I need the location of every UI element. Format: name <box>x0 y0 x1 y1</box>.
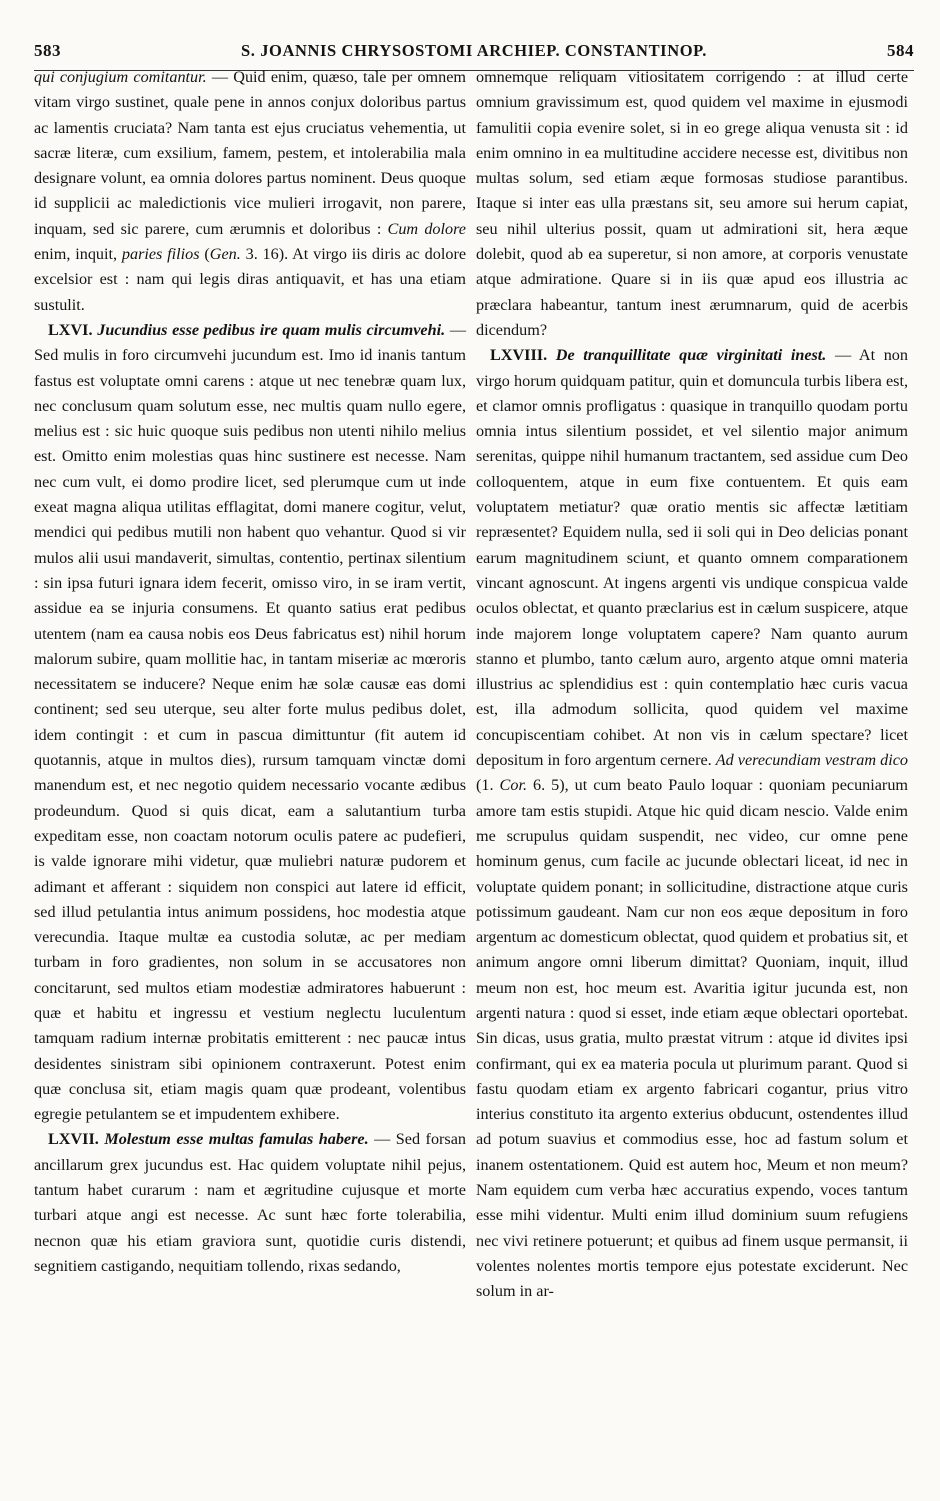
section-number: LXVI. <box>48 320 93 339</box>
section-lxvii: LXVII. Molestum esse multas famulas habere. — Sed forsan ancillarum grex jucundus est. Hac quidem voluptate nihil pejus, tantum habet curarum : nam et ægritudine cujusque et morte turbari atque angi est necesse. Ac sunt hæc forte tolerabilia, necnon quæ his etiam graviora sunt, quotidie curis distendi, segnitiem castigando, nequitiam tollendo, rixas sedando, <box>34 1130 467 1275</box>
paragraph: qui conjugium comitantur. — Quid enim, quæso, tale per omnem vitam virgo sustinet, quale pene in annos conjux doloribus partus ac lamentis cruciata? Nam tanta est ejus cruciatus vehementia, ut sacræ literæ, cum exsilium, famem, pestem, et intolerabilia mala designare volunt, ea omnia dolores partus nominent. Deus quoque id supplicii ac maledictionis vice mulieri irrogavit, non parere, inquam, sed sic parere, cum ærumnis et doloribus : Cum dolore enim, inquit, paries filios (Gen. 3. 16). At virgo iis diris ac dolore excelsior est : nam qui legis diras antiquavit, et has una etiam sustulit. <box>34 68 467 314</box>
section-number: LXVII. <box>48 1130 99 1149</box>
scripture-reference: Cor. <box>499 776 527 795</box>
running-header <box>34 36 914 66</box>
section-heading: Jucundius esse pedibus ire quam mulis circumvehi. <box>97 320 446 339</box>
section-lxvi: LXVI. Jucundius esse pedibus ire quam mulis circumvehi. — Sed mulis in foro circumvehi jucundum est. Imo id inanis tantum fastus est voluptate omni carens : atque ut nec tenebræ quam lux, nec conclusum quam solutum esse, nec multis quam nullo egere, melius est : sic huic quoque suis pedibus non utenti nihilo melius est. Omitto enim molestias quas hinc sustinere est necesse. Nam nec cum vult, ei domo prodire licet, sed plerumque cum ut inde exeat magna aliqua utilitas efflagitat, domi manere cogitur, velut, mendici qui pedibus mutili non habent quo vehantur. Quod si vir mulos alii usui mandaverit, simultas, contentio, pertinax silentium : sin ipsa futuri ignara idem fecerit, omisso viro, in se iram vertit, assidue ea se injuria consumens. Et quanto satius erat pedibus utentem (nam ea causa nobis eos Deus fabricatus est) nihil horum malorum subire, quam mollitie hac, in tantam miseriæ ac mœroris necessitatem se inducere? Neque enim hæ solæ causæ eas domi continent; sed seu uterque, seu alter forte mulus pedibus dolet, idem contingit : et cum in pascua dimittuntur (fit autem id quotannis, atque in multos dies), rursum tamquam vinctæ domi manendum est, et nec negotio quidem necessario vocante ædibus prodeundum. Quod si quis dicat, eam a salutantium turba expeditam esse, non coactam notorum oculis patere ac pudefieri, is valde ignorare mihi videtur, quæ muliebri naturæ pudorem et adimant et afferant : siquidem non conspici aut latere id efficit, sed illud petulantia intus animum possidens, hoc modestia atque verecundia. Itaque multæ ea custodia solutæ, ac per mediam turbam in foro gradientes, non solum in se accusatores non concitarunt, sed multos etiam modestiæ admiratores habuerunt : quæ et habitu et ingressu et vestium neglectu luculentum tamquam radium internæ probitatis emitterent : nec paucæ intus desidentes sinistram sibi opinionem contraxerunt. Potest enim quæ conclusa sit, etiam magis quam quæ prodeant, volentibus egregie petulantem se et impudentem exhibere. <box>34 320 467 1124</box>
page-number-right: 584 <box>887 41 914 60</box>
paragraph: omnemque reliquam vitiositatem corrigendo : at illud certe omnium gravissimum est, quod quidem vel maxime in ejusmodi famulitii copia evenire solet, si in eo grege aliqua venusta sit : id enim omnino in ea multitudine accidere necesse est, divitibus non multas solum, sed etiam æque formosas studiose parantibus. Itaque si inter eas ulla præstans sit, seu amore sui herum capiat, seu nihil ulterius possit, quam ut admirationi sit, hera æque dolebit, quod ab ea superetur, si non amore, at corporis venustate atque admiratione. Quare si in iis quæ apud eos illustria ac præclara habeantur, tantum inest ærumnarum, quid de acerbis dicendum? <box>476 68 908 339</box>
left-column <box>34 65 466 1279</box>
scripture-quote: Cum dolore <box>387 219 466 238</box>
section-lxviii: LXVIII. De tranquillitate quæ virginitati inest. — At non virgo horum quidquam patitur, quin et domuncula turbis libera est, et clamor omnis profligatus : quasique in tranquillo quodam portu omnia intus silentium possidet, et vel silentio major animum serenitas, quippe nihil humanum tractantem, sed assidue cum Deo colloquentem, atque in eum fixe contuentem. Et quis eam voluptatem metiatur? quæ oratio mentis sic affectæ lætitiam repræsentet? Equidem nulla, sed ii soli qui in Deo delicias ponant earum magnitudinem sciunt, et quanto omnem comparationem vincant agnoscunt. At ingens argenti vis undique conspicua valde oculos oblectat, et quanto præclarius est in cælum suspicere, atque inde majorem longe voluptatem capere? Nam quanto aurum stanno et plumbo, tanto cælum auro, argento atque omni materia illustrius ac splendidius est : quin contemplatio hæc curis vacua est, illa admodum sollicita, quod quidem vel maxime concupiscentiam cohibet. At non vis in cælum spectare? licet depositum in foro argentum cernere. Ad verecundiam vestram dico (1. Cor. 6. 5), ut cum beato Paulo loquar : quoniam pecuniarum amore tam estis stupidi. Atque hic quid dicam nescio. Valde enim me scrupulus quidam suspendit, nec video, cur omne pene hominum genus, cum facile ac jucunde oblectari liceat, id nec in voluptate quidem ponant; in sollicitudine, distractione atque curis potissimum gaudeant. Nam cur non eos æque depositum in foro argentum ac domesticum oblectat, quod quidem et probatius sit, et animum angore omni liberum dimittat? Quoniam, inquit, illud meum non est, hoc meum est. Avaritia igitur jucunda est, non argenti natura : quod si esset, inde etiam æque oblectari oportebat. Sin dicas, usus gratia, multo præstat vitrum : atque id divites ipsi confirmant, qui ex ea materia pocula ut plurimum parant. Quod si fastu quodam etiam ex argento fabricari cogantur, prius vitro interius constituto ita argento exterius obducunt, ostendentes illud ad potum suavius et commodius esse, hoc ad fastum solum et inanem ostentationem. Quid est autem hoc, Meum et non meum? Nam equidem cum verba hæc accuratius expendo, voces tantum esse mihi videntur. Multi enim illud dominium suum refugiens nec vivi retinere potuerunt; et quibus ad finem usque permansit, ii volentes nolentes mortis tempore ejus potestate exciderunt. Nec solum in ar- <box>476 346 909 1301</box>
scripture-quote: Ad verecundiam vestram dico <box>715 751 908 770</box>
section-heading: Molestum esse multas famulas habere. <box>104 1130 369 1149</box>
italic-lead: qui conjugium comitantur. <box>34 68 207 86</box>
right-column <box>476 65 908 1305</box>
running-title: S. JOANNIS CHRYSOSTOMI ARCHIEP. CONSTANTINOP. <box>240 41 708 60</box>
section-heading: De tranquillitate quæ virginitati inest. <box>555 346 827 365</box>
scripture-quote: paries filios <box>121 245 200 264</box>
scripture-reference: Gen. <box>209 245 241 264</box>
page-number-left: 583 <box>34 41 61 60</box>
section-number: LXVIII. <box>490 346 548 365</box>
